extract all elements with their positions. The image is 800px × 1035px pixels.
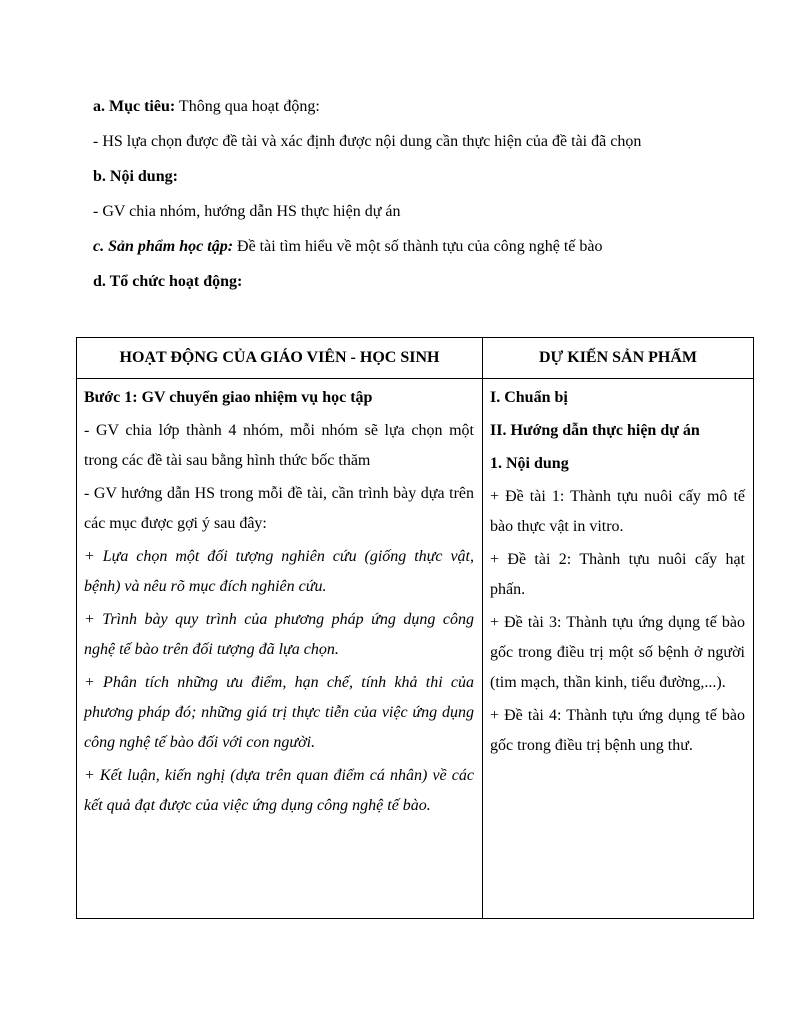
guide-item-3: + Phân tích những ưu điểm, hạn chế, tính khả thi của phương pháp đó; những giá trị thực tiễn của việc ứng dụng công nghệ tế bào đối với con người. [84,674,474,751]
objective-label: a. Mục tiêu: [93,98,176,115]
product-line [93,232,733,261]
product-text: Đề tài tìm hiểu về một số thành tựu của công nghệ tế bào [233,238,603,255]
guide-item-1: + Lựa chọn một đối tượng nghiên cứu (giống thực vật, bệnh) và nêu rõ mục đích nghiên cứu. [84,548,474,595]
guide-heading: II. Hướng dẫn thực hiện dự án [490,422,700,439]
objective-text: Thông qua hoạt động: [175,98,320,115]
content-label: b. Nội dung: [93,168,178,185]
organization-label: d. Tổ chức hoạt động: [93,273,243,290]
activity-paragraph-2: - GV hướng dẫn HS trong mỗi đề tài, cần trình bày dựa trên các mục được gợi ý sau đây: [84,485,474,532]
header-expected-product: DỰ KIẾN SẢN PHẨM [483,338,754,379]
table-header-row [77,338,754,379]
prep-heading: I. Chuẩn bị [490,389,568,406]
intro-section [93,92,733,296]
activity-cell [77,379,483,919]
objective-line [93,92,733,121]
guide-item-4: + Kết luận, kiến nghị (dựa trên quan điểm cá nhân) về các kết quả đạt được của việc ứng dụng công nghệ tế bào. [84,767,474,814]
content-item: - GV chia nhóm, hướng dẫn HS thực hiện dự án [93,203,401,220]
product-label: c. Sản phẩm học tập: [93,238,234,255]
activity-table [76,337,754,919]
content-heading: 1. Nội dung [490,455,569,472]
activity-paragraph-1: - GV chia lớp thành 4 nhóm, mỗi nhóm sẽ lựa chọn một trong các đề tài sau bằng hình thức bốc thăm [84,422,474,469]
header-teacher-student: HOẠT ĐỘNG CỦA GIÁO VIÊN - HỌC SINH [77,338,483,379]
table-body-row [77,379,754,919]
product-cell [483,379,754,919]
topic-2: + Đề tài 2: Thành tựu nuôi cấy hạt phấn. [490,551,745,598]
topic-4: + Đề tài 4: Thành tựu ứng dụng tế bào gốc trong điều trị bệnh ung thư. [490,707,745,754]
step-title: Bước 1: GV chuyển giao nhiệm vụ học tập [84,389,373,406]
guide-item-2: + Trình bày quy trình của phương pháp ứng dụng công nghệ tế bào trên đối tượng đã lựa chọn. [84,611,474,658]
objective-item: - HS lựa chọn được đề tài và xác định được nội dung cần thực hiện của đề tài đã chọn [93,133,642,150]
topic-3: + Đề tài 3: Thành tựu ứng dụng tế bào gốc trong điều trị một số bệnh ở người (tim mạch, thần kinh, tiểu đường,...). [490,614,745,691]
topic-1: + Đề tài 1: Thành tựu nuôi cấy mô tế bào thực vật in vitro. [490,488,745,535]
